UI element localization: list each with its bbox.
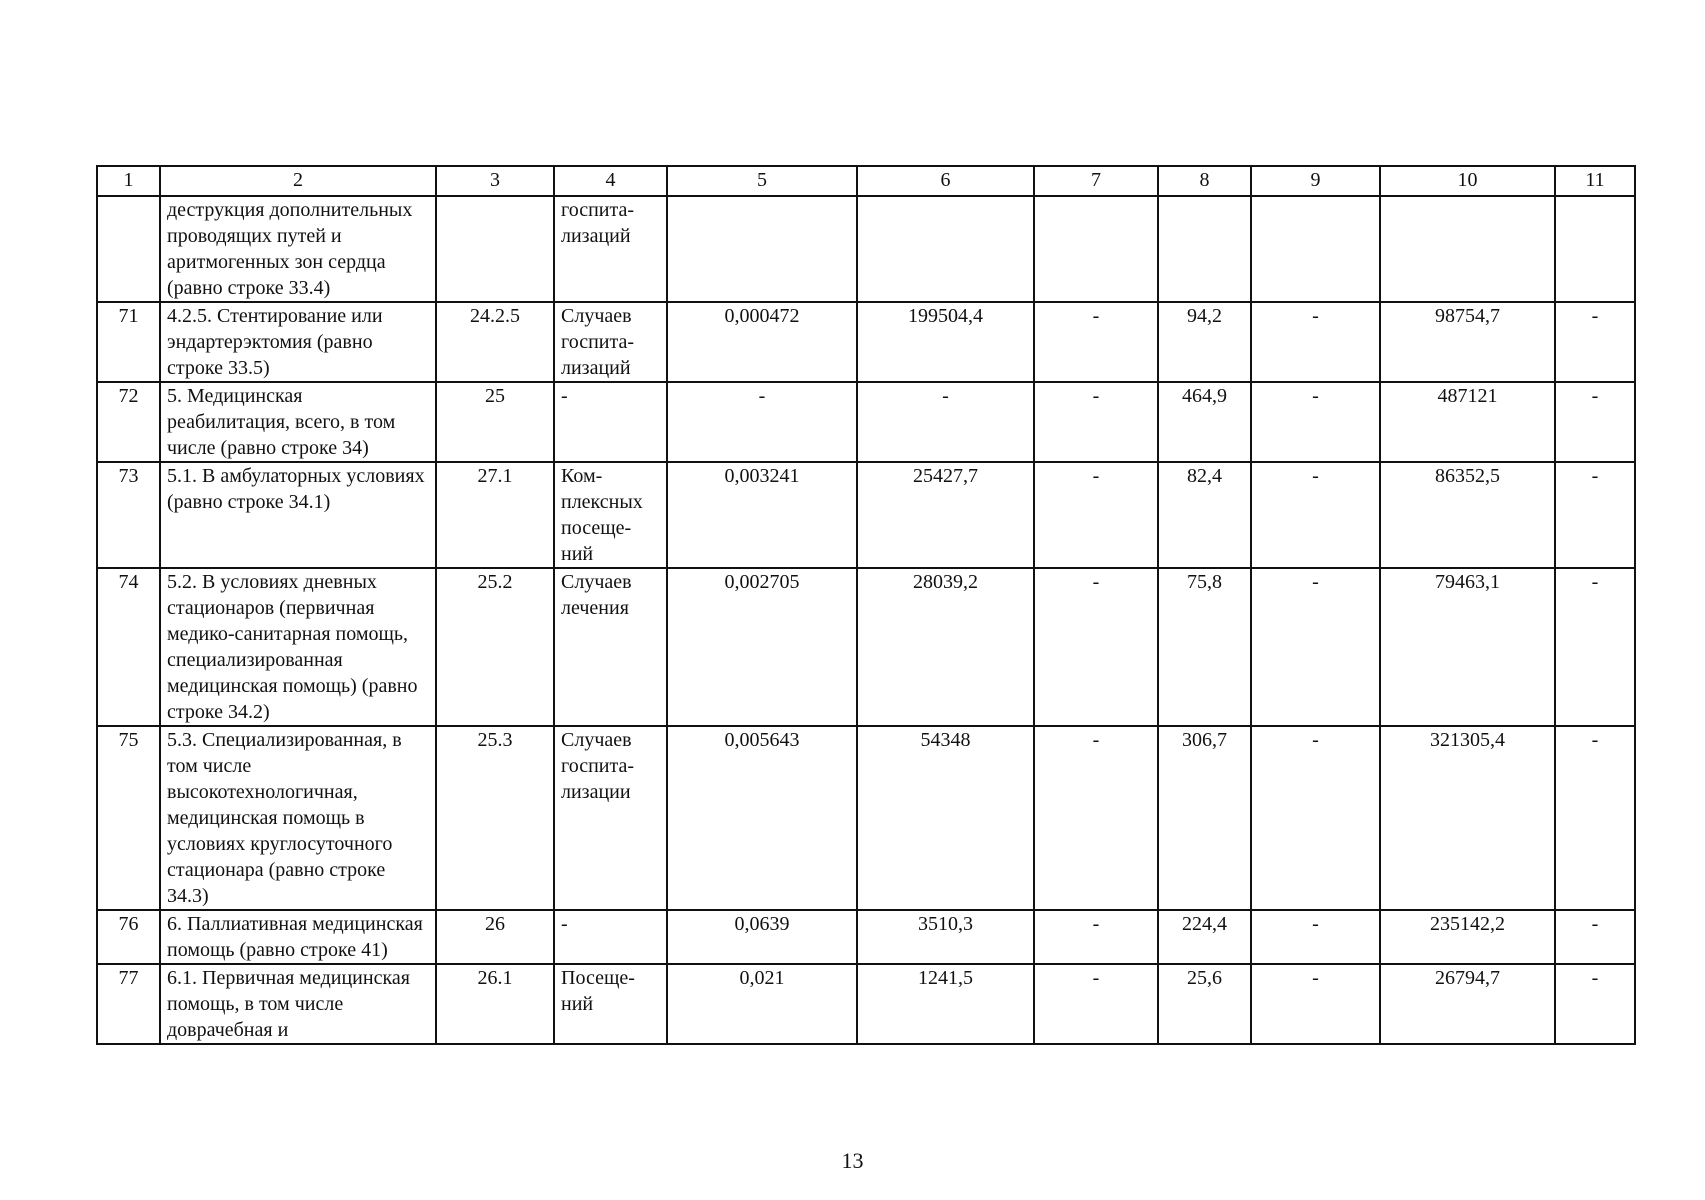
cell-cost: 199504,4 — [857, 302, 1034, 382]
cell-amount: 487121 — [1380, 382, 1555, 462]
cell-line-code: 25.2 — [436, 568, 554, 726]
cell-indicator: 5.3. Специализированная, в том числе высокотехнологичная, медицинская помощь в условиях круглосуточного стационара (равно строке 34.3) — [160, 726, 436, 910]
cell-indicator: 5.2. В условиях дневных стационаров (первичная медико-санитарная помощь, специализированная медицинская помощь) (равно строке 34.2) — [160, 568, 436, 726]
cell-volume: - — [667, 382, 857, 462]
cell-volume: 0,005643 — [667, 726, 857, 910]
column-header-5: 5 — [667, 166, 857, 196]
column-header-9: 9 — [1251, 166, 1380, 196]
table-body — [97, 196, 1635, 1044]
cell-row-number: 72 — [97, 382, 160, 462]
cell-line-code: 25.3 — [436, 726, 554, 910]
cell-col7: - — [1034, 382, 1158, 462]
cell-line-code: 27.1 — [436, 462, 554, 568]
cell-col8: 94,2 — [1158, 302, 1251, 382]
cell-indicator: 5.1. В амбулаторных условиях (равно строке 34.1) — [160, 462, 436, 568]
column-header-6: 6 — [857, 166, 1034, 196]
cell-amount: 79463,1 — [1380, 568, 1555, 726]
cell-col11: - — [1555, 910, 1635, 964]
column-header-10: 10 — [1380, 166, 1555, 196]
cell-unit: - — [554, 910, 667, 964]
table-row — [97, 196, 1635, 302]
column-header-8: 8 — [1158, 166, 1251, 196]
column-header-11: 11 — [1555, 166, 1635, 196]
cell-col8: 464,9 — [1158, 382, 1251, 462]
cell-col8: 25,6 — [1158, 964, 1251, 1044]
cell-volume: 0,002705 — [667, 568, 857, 726]
cell-row-number: 76 — [97, 910, 160, 964]
cell-row-number: 75 — [97, 726, 160, 910]
cell-col7: - — [1034, 910, 1158, 964]
cell-unit: Ком-плексных посеще-ний — [554, 462, 667, 568]
cell-col9: - — [1251, 462, 1380, 568]
cell-volume: 0,0639 — [667, 910, 857, 964]
cell-col11 — [1555, 196, 1635, 302]
cell-volume: 0,021 — [667, 964, 857, 1044]
cell-row-number: 74 — [97, 568, 160, 726]
cell-row-number: 73 — [97, 462, 160, 568]
cell-amount: 321305,4 — [1380, 726, 1555, 910]
cell-line-code: 24.2.5 — [436, 302, 554, 382]
cell-col11: - — [1555, 964, 1635, 1044]
cell-indicator: 6. Паллиативная медицинская помощь (равно строке 41) — [160, 910, 436, 964]
cell-col11: - — [1555, 726, 1635, 910]
cell-col8: 224,4 — [1158, 910, 1251, 964]
page-number: 13 — [841, 1148, 864, 1173]
cell-col9: - — [1251, 568, 1380, 726]
cell-unit: Случаев госпита-лизации — [554, 726, 667, 910]
cell-amount: 235142,2 — [1380, 910, 1555, 964]
cell-unit: госпита-лизаций — [554, 196, 667, 302]
cell-cost: 25427,7 — [857, 462, 1034, 568]
cell-unit: Случаев госпита-лизаций — [554, 302, 667, 382]
cell-line-code — [436, 196, 554, 302]
cell-indicator: 4.2.5. Стентирование или эндартерэктомия (равно строке 33.5) — [160, 302, 436, 382]
cell-col7: - — [1034, 302, 1158, 382]
table-header — [97, 166, 1635, 196]
cell-unit: - — [554, 382, 667, 462]
cell-line-code: 26 — [436, 910, 554, 964]
column-header-4: 4 — [554, 166, 667, 196]
cell-col9: - — [1251, 910, 1380, 964]
cell-col7 — [1034, 196, 1158, 302]
cell-row-number: 71 — [97, 302, 160, 382]
cell-col11: - — [1555, 568, 1635, 726]
cell-col11: - — [1555, 382, 1635, 462]
cell-col7: - — [1034, 462, 1158, 568]
cell-col8: 82,4 — [1158, 462, 1251, 568]
cell-amount — [1380, 196, 1555, 302]
cell-col9: - — [1251, 382, 1380, 462]
table-row — [97, 302, 1635, 382]
cell-col8: 75,8 — [1158, 568, 1251, 726]
cell-cost — [857, 196, 1034, 302]
cell-col11: - — [1555, 462, 1635, 568]
cell-col9 — [1251, 196, 1380, 302]
cell-col11: - — [1555, 302, 1635, 382]
column-header-1: 1 — [97, 166, 160, 196]
cell-line-code: 25 — [436, 382, 554, 462]
cell-unit: Случаев лечения — [554, 568, 667, 726]
cell-row-number — [97, 196, 160, 302]
table-row — [97, 568, 1635, 726]
cell-cost: 1241,5 — [857, 964, 1034, 1044]
cell-cost: 3510,3 — [857, 910, 1034, 964]
cell-col9: - — [1251, 964, 1380, 1044]
cell-indicator: 5. Медицинская реабилитация, всего, в том числе (равно строке 34) — [160, 382, 436, 462]
cell-volume — [667, 196, 857, 302]
cell-row-number: 77 — [97, 964, 160, 1044]
cell-col9: - — [1251, 726, 1380, 910]
data-table-container — [96, 165, 1634, 1045]
data-table — [96, 165, 1636, 1045]
cell-cost: 28039,2 — [857, 568, 1034, 726]
table-row — [97, 726, 1635, 910]
cell-indicator: деструкция дополнительных проводящих путей и аритмогенных зон сердца (равно строке 33.4) — [160, 196, 436, 302]
column-header-7: 7 — [1034, 166, 1158, 196]
cell-amount: 86352,5 — [1380, 462, 1555, 568]
cell-cost: - — [857, 382, 1034, 462]
cell-line-code: 26.1 — [436, 964, 554, 1044]
cell-amount: 26794,7 — [1380, 964, 1555, 1044]
cell-col7: - — [1034, 964, 1158, 1044]
cell-col7: - — [1034, 726, 1158, 910]
cell-volume: 0,000472 — [667, 302, 857, 382]
header-row — [97, 166, 1635, 196]
cell-col7: - — [1034, 568, 1158, 726]
cell-col9: - — [1251, 302, 1380, 382]
cell-unit: Посеще-ний — [554, 964, 667, 1044]
table-row — [97, 910, 1635, 964]
cell-amount: 98754,7 — [1380, 302, 1555, 382]
column-header-2: 2 — [160, 166, 436, 196]
cell-volume: 0,003241 — [667, 462, 857, 568]
column-header-3: 3 — [436, 166, 554, 196]
table-row — [97, 964, 1635, 1044]
cell-col8: 306,7 — [1158, 726, 1251, 910]
cell-indicator: 6.1. Первичная медицинская помощь, в том числе доврачебная и — [160, 964, 436, 1044]
table-row — [97, 462, 1635, 568]
table-row — [97, 382, 1635, 462]
cell-cost: 54348 — [857, 726, 1034, 910]
cell-col8 — [1158, 196, 1251, 302]
